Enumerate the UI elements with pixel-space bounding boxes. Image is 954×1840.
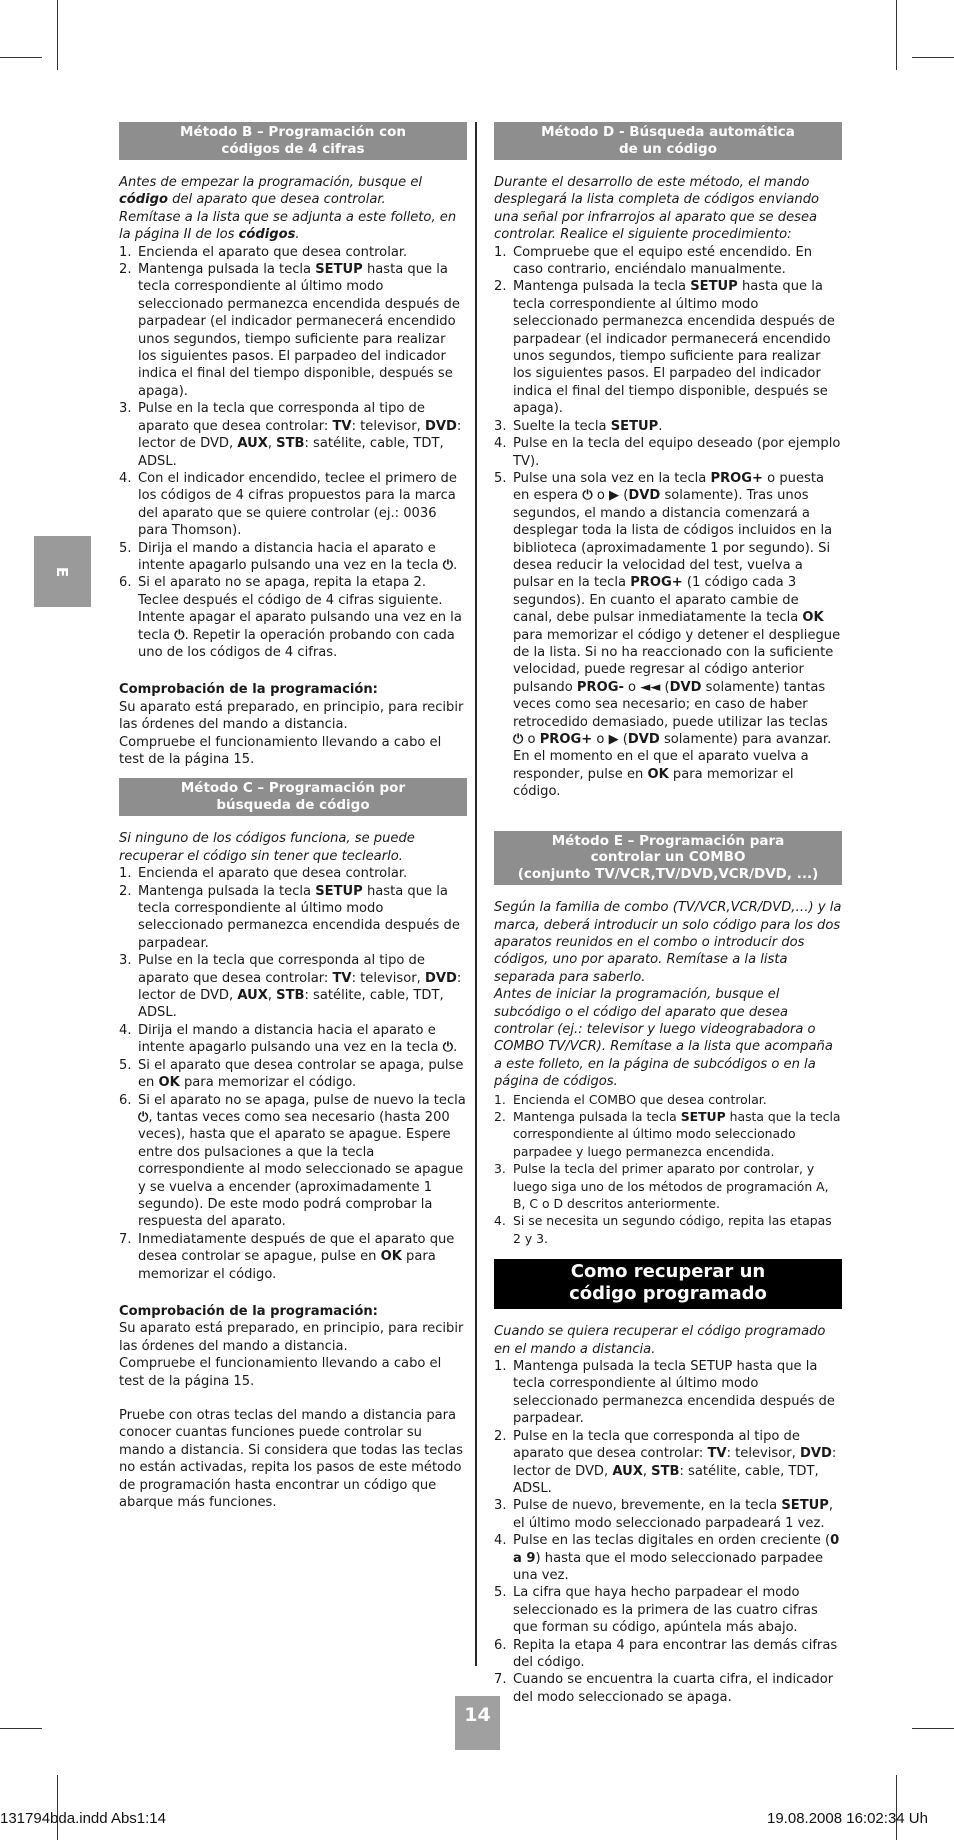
page-number: 14 xyxy=(455,1696,500,1750)
method-e-header: Método E – Programación para controlar un COMBO (conjunto TV/VCR,TV/DVD,VCR/DVD, ...) xyxy=(494,831,842,886)
list-item: 1. Mantenga pulsada la tecla SETUP hasta que la tecla correspondiente al último modo seleccionado permanezca encendida después de parpadear. xyxy=(494,1359,835,1427)
language-tab: E xyxy=(34,536,91,607)
method-d-intro: Durante el desarrollo de este método, el mando desplegará la lista completa de códigos enviando una señal por infrarrojos al aparato que se desea controlar. Realice el siguiente procedimiento: xyxy=(494,175,820,243)
column-divider xyxy=(475,122,477,1666)
list-item: 5. La cifra que haya hecho parpadear el modo seleccionado es la primera de las cuatro cifras que forman su código, apúntela más abajo. xyxy=(494,1585,818,1636)
extra-text: Pruebe con otras teclas del mando a distancia para conocer cuantas funciones puede controlar su mando a distancia. Si considera que todas las teclas no están activadas, repita los pasos de este método de programación hasta encontrar un código que abarque más funciones. xyxy=(119,1408,463,1511)
power-icon: ⏻ xyxy=(174,627,185,643)
list-item: 4. Pulse en la tecla del equipo deseado (por ejemplo TV). xyxy=(494,436,841,469)
list-item: 7. Inmediatamente después de que el aparato que desea controlar se apague, pulse en OK para memorizar el código. xyxy=(119,1231,455,1282)
method-b-intro: Antes de empezar la programación, busque el código del aparato que desea controlar. Remítase a la lista que se adjunta a este folleto, en la página II de los códigos. xyxy=(119,175,457,243)
left-column xyxy=(119,122,467,1511)
list-item: 2. Mantenga pulsada la tecla SETUP hasta que la tecla correspondiente al último modo seleccionado permanezca encendida después de parpadear (el indicador permanecerá encendido unos segundos, tiempo suficiente para realizar los siguientes pasos. El parpadeo del indicador indica el final del tiempo disponible, después se apaga). xyxy=(494,279,835,417)
list-item: 1. Encienda el COMBO que desea controlar. xyxy=(494,1091,767,1107)
list-item: 2. Pulse en la tecla que corresponda al tipo de aparato que desea controlar: TV: televisor, DVD: lector de DVD, AUX, STB: satélite, cable, TDT, ADSL. xyxy=(494,1428,837,1496)
check-text: Su aparato está preparado, en principio, para recibir las órdenes del mando a distancia. xyxy=(119,699,464,733)
list-item: 1. Compruebe que el equipo esté encendido. En caso contrario, enciéndalo manualmente. xyxy=(494,244,813,278)
power-icon: ⏻ xyxy=(442,557,454,573)
check-title: Comprobación de la programación: xyxy=(119,1303,378,1319)
list-item: 4. Pulse en las teclas digitales en orden creciente (0 a 9) hasta que el modo seleccionado parpadee una vez. xyxy=(494,1533,840,1583)
list-item: 4. Dirija el mando a distancia hacia el aparato e intente apagarlo pulsando una vez en la tecla ⏻. xyxy=(119,1022,458,1056)
check-text: Compruebe el funcionamiento llevando a cabo el test de la página 15. xyxy=(119,734,442,767)
list-item: 4. Con el indicador encendido, teclee el primero de los códigos de 4 cifras propuestos para la marca del aparato que se quiere controlar (ej.: 0036 para Thomson). xyxy=(119,470,457,539)
list-item: 2. Mantenga pulsada la tecla SETUP hasta que la tecla correspondiente al último modo seleccionado permanezca encendida después de parpadear. xyxy=(119,883,460,951)
crop-mark xyxy=(912,1728,954,1729)
method-c-steps xyxy=(119,865,467,1283)
crop-mark xyxy=(0,57,42,58)
method-b-header: Método B – Programación con códigos de 4 cifras xyxy=(119,122,467,160)
power-icon: ⏻ xyxy=(138,1109,149,1125)
recover-header: Como recuperar un código programado xyxy=(494,1259,842,1309)
recover-steps xyxy=(494,1358,842,1706)
recover-intro: Cuando se quiera recuperar el código programado en el mando a distancia. xyxy=(494,1324,826,1357)
crop-mark xyxy=(896,0,897,70)
crop-mark xyxy=(57,1775,58,1840)
play-icon: ▶ xyxy=(609,488,620,504)
crop-mark xyxy=(912,57,954,58)
list-item: 3. Pulse en la tecla que corresponda al tipo de aparato que desea controlar: TV: televisor, DVD: lector de DVD, AUX, STB: satélite, cable, TDT, ADSL. xyxy=(119,953,462,1021)
list-item: 3. Pulse en la tecla que corresponda al tipo de aparato que desea controlar: TV: televisor, DVD: lector de DVD, AUX, STB: satélite, cable, TDT, ADSL. xyxy=(119,401,462,469)
power-icon: ⏻ xyxy=(513,732,524,747)
method-d-header: Método D - Búsqueda automática de un código xyxy=(494,122,842,160)
list-item: 5. Pulse una sola vez en la tecla PROG+ o puesta en espera ⏻ o ▶ (DVD solamente). Tras unos segundos, el mando a distancia comenzará a desplegar toda la lista de códigos incluidos en la biblioteca (aproximadamente 1 por segundo). Si desea reducir la velocidad del test, vuelva a pulsar en la tecla PROG+ (1 código cada 3 segundos). En cuanto el aparato cambie de canal, debe pulsar inmediatamente la tecla OK para memorizar el código y detener el despliegue de la lista. Si no ha reaccionado con la suficiente velocidad, puede regresar al código anterior pulsando PROG- o ◄◄ (DVD solamente) tantas veces como sea necesario; en caso de haber retrocedido demasiado, puede utilizar las teclas ⏻ o PROG+ o ▶ (DVD solamente) para avanzar. En el momento en el que el aparato vuelva a responder, pulse en OK para memorizar el código. xyxy=(494,470,841,800)
list-item: 3. Suelte la tecla SETUP. xyxy=(494,418,663,434)
list-item: 1. Encienda el aparato que desea controlar. xyxy=(119,866,408,882)
list-item: 5. Dirija el mando a distancia hacia el aparato e intente apagarlo pulsando una vez en la tecla ⏻. xyxy=(119,540,458,573)
right-column xyxy=(494,122,842,1706)
check-text: Su aparato está preparado, en principio, para recibir las órdenes del mando a distancia. xyxy=(119,1321,464,1354)
list-item: 2. Mantenga pulsada la tecla SETUP hasta que la tecla correspondiente al último modo seleccionado parpadee y luego permanezca encendida. xyxy=(494,1109,841,1159)
method-e-steps xyxy=(494,1091,842,1248)
power-icon: ⏻ xyxy=(582,488,593,504)
footer-file: 131794bda.indd Abs1:14 xyxy=(0,1810,166,1827)
check-title: Comprobación de la programación: xyxy=(119,682,378,698)
method-c-header: Método C – Programación por búsqueda de código xyxy=(119,778,467,816)
power-icon: ⏻ xyxy=(442,1040,454,1056)
list-item: 7. Cuando se encuentra la cuarta cifra, el indicador del modo seleccionado se apaga. xyxy=(494,1672,834,1705)
method-c-intro: Si ninguno de los códigos funciona, se puede recuperar el código sin tener que teclearlo. xyxy=(119,831,415,864)
crop-mark xyxy=(0,1728,42,1729)
list-item: 5. Si el aparato que desea controlar se apaga, pulse en OK para memorizar el código. xyxy=(119,1057,464,1091)
list-item: 1. Encienda el aparato que desea controlar. xyxy=(119,244,408,260)
list-item: 6. Si el aparato no se apaga, pulse de nuevo la tecla ⏻, tantas veces como sea necesario (hasta 200 veces), hasta que el aparato se apague. Espere entre dos pulsaciones a que la tecla correspondiente al modo seleccionado se apague y se vuelva a encender (aproximadamente 1 segundo). De este modo podrá comprobar la respuesta del aparato. xyxy=(119,1092,466,1230)
method-e-intro-2: Antes de iniciar la programación, busque el subcódigo o el código del aparato que desea controlar (ej.: televisor y luego videograbadora o COMBO TV/VCR). Remítase a la lista que acompaña a este folleto, en la página de subcódigos o en la página de códigos. xyxy=(494,987,833,1090)
crop-mark xyxy=(896,1775,897,1840)
method-b-steps xyxy=(119,244,467,662)
method-d-steps xyxy=(494,244,842,801)
crop-mark xyxy=(57,0,58,70)
list-item: 3. Pulse la tecla del primer aparato por controlar, y luego siga uno de los métodos de programación A, B, C o D descritos anteriormente. xyxy=(494,1161,829,1212)
list-item: 3. Pulse de nuevo, brevemente, en la tecla SETUP, el último modo seleccionado parpadeará 1 vez. xyxy=(494,1498,834,1531)
footer-timestamp: 19.08.2008 16:02:34 Uh xyxy=(767,1810,928,1827)
check-text: Compruebe el funcionamiento llevando a cabo el test de la página 15. xyxy=(119,1356,442,1389)
method-e-intro: Según la familia de combo (TV/VCR,VCR/DVD,…) y la marca, deberá introducir un solo código para los dos aparatos reunidos en el combo o introducir dos códigos, uno por aparato. Remítase a la lista separada para saberlo. xyxy=(494,900,842,985)
list-item: 6. Repita la etapa 4 para encontrar las demás cifras del código. xyxy=(494,1637,838,1670)
list-item: 4. Si se necesita un segundo código, repita las etapas 2 y 3. xyxy=(494,1213,832,1246)
list-item: 6. Si el aparato no se apaga, repita la etapa 2. Teclee después el código de 4 cifras siguiente. Intente apagar el aparato pulsando una vez en la tecla ⏻. Repetir la operación probando con cada uno de los códigos de 4 cifras. xyxy=(119,575,462,660)
list-item: 2. Mantenga pulsada la tecla SETUP hasta que la tecla correspondiente al último modo seleccionado permanezca encendida después de parpadear (el indicador permanecerá encendido unos segundos, tiempo suficiente para realizar los siguientes pasos. El parpadeo del indicador indica el final del tiempo disponible, después se apaga). xyxy=(119,262,460,399)
